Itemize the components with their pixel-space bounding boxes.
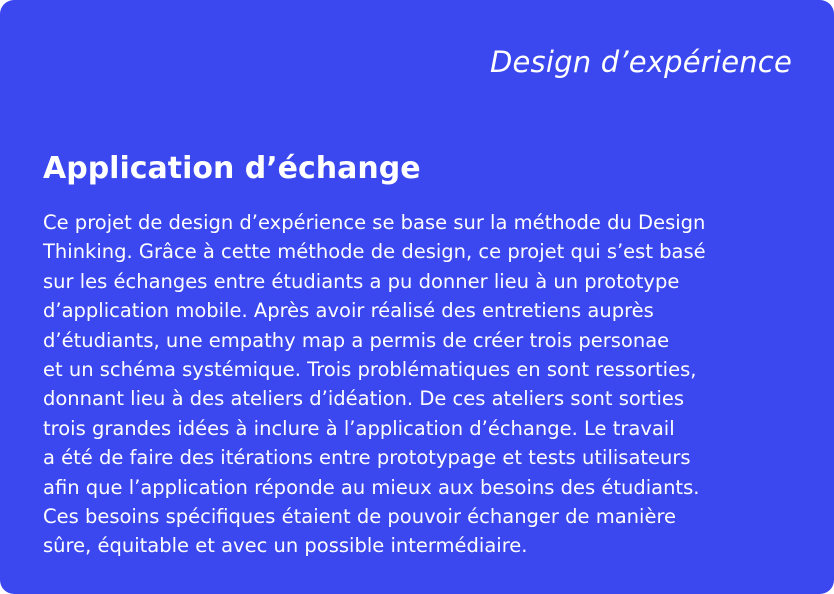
description-line: d’étudiants, une empathy map a permis de créer trois personae xyxy=(43,328,670,352)
description-line: sûre, équitable et avec un possible intermédiaire. xyxy=(43,534,528,558)
project-description xyxy=(43,208,803,561)
description-line: d’application mobile. Après avoir réalisé des entretiens auprès xyxy=(43,299,654,323)
description-line: Ces besoins spécifiques étaient de pouvoir échanger de manière xyxy=(43,505,677,529)
description-line: Ce projet de design d’expérience se base sur la méthode du Design xyxy=(43,211,706,234)
description-line: et un schéma systémique. Trois problématiques en sont ressorties, xyxy=(43,358,697,382)
description-line: trois grandes idées à inclure à l’application d’échange. Le travail xyxy=(43,416,675,440)
description-line: Thinking. Grâce à cette méthode de design, ce projet qui s’est basé xyxy=(43,240,706,264)
project-title: Application d’échange xyxy=(43,151,421,186)
description-line: sur les échanges entre étudiants a pu donner lieu à un prototype xyxy=(43,269,680,293)
description-line: a été de faire des itérations entre prototypage et tests utilisateurs xyxy=(43,446,691,470)
description-line: donnant lieu à des ateliers d’idéation. De ces ateliers sont sorties xyxy=(43,387,685,411)
project-category: Design d’expérience xyxy=(489,45,792,79)
description-line: afin que l’application réponde au mieux aux besoins des étudiants. xyxy=(43,475,700,499)
